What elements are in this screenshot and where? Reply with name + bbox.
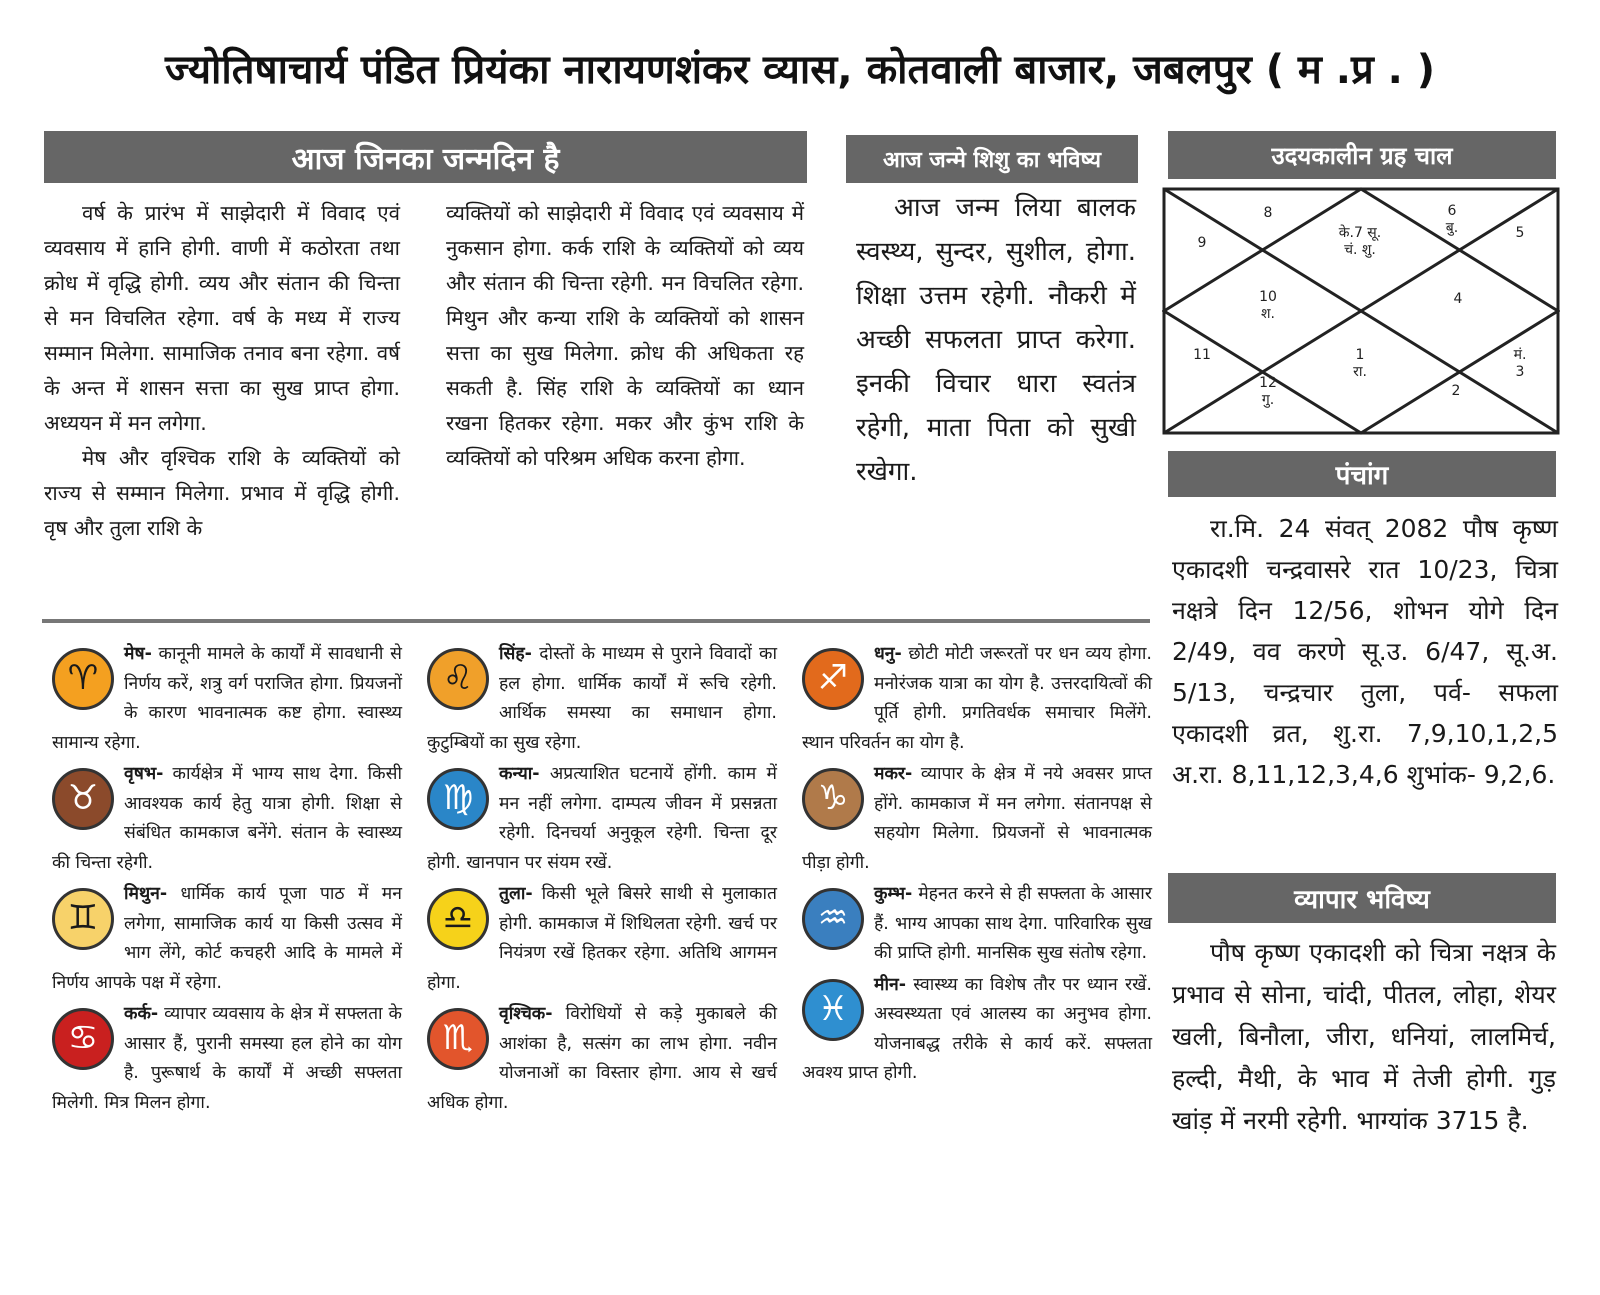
rashi-mithun	[52, 880, 402, 998]
chart-cell-12: 12 गु.	[1259, 375, 1277, 408]
planet-chart-heading: उदयकालीन ग्रह चाल	[1271, 141, 1453, 170]
water-bearer-icon: ♒	[802, 888, 864, 950]
child-heading: आज जन्मे शिशु का भविष्य	[882, 148, 1102, 173]
business-text-block	[1172, 932, 1556, 1142]
goat-icon: ♑	[802, 768, 864, 830]
birthday-paragraph-3: व्यक्तियों को साझेदारी में विवाद एवं व्यवसाय में नुकसान होगा. कर्क राशि के व्यक्तियों को व्यय और संतान की चिन्ता रहेगी. मन विचलित रहेगा. मिथुन और कन्या राशि के व्यक्तियों को शासन सत्ता का सुख मिलेगा. क्रोध की अधिकता रह सकती है. सिंह राशि के व्यक्तियों का ध्यान रखना हितकर रहेगा. मकर और कुंभ राशि के व्यक्तियों को परिश्रम अधिक करना होगा.	[446, 201, 804, 470]
panchang-heading-band	[1168, 451, 1556, 497]
rashi-singh	[427, 640, 777, 758]
planet-chart-heading-band	[1168, 131, 1556, 179]
rashi-tula-text: किसी भूले बिसरे साथी से मुलाकात होगी. कामकाज में शिथिलता रहेगी. खर्च पर नियंत्रण रखें हितकर रहेगा. अतिथि आगमन होगा.	[427, 884, 777, 993]
birthday-column-1	[44, 196, 400, 546]
rashi-kanya-name: कन्या-	[499, 764, 540, 784]
masthead-title: ज्योतिषाचार्य पंडित प्रियंका नारायणशंकर व्यास, कोतवाली बाजार, जबलपुर ( म .प्र . )	[164, 47, 1436, 93]
rashi-meen	[802, 971, 1152, 1089]
rashi-mithun-text: धार्मिक कार्य पूजा पाठ में मन लगेगा, सामाजिक कार्य या किसी उत्सव में भाग लेंगे, कोर्ट कचहरी आदि के मामले में निर्णय आपके पक्ष में रहेगा.	[52, 884, 402, 993]
rashifal-column-1	[52, 640, 402, 1120]
rashi-kark-name: कर्क-	[124, 1004, 159, 1024]
birthday-column-2	[446, 196, 804, 476]
business-text: पौष कृष्ण एकादशी को चित्रा नक्षत्र के प्रभाव से सोना, चांदी, पीतल, लोहा, शेयर खली, बिनौला, जीरा, धनियां, लालमिर्च, हल्दी, मैथी, के भाव में तेजी होगी. गुड़ खांड़ में नरमी रहेगी. भाग्यांक 3715 है.	[1172, 938, 1556, 1135]
chart-cell-2: 2	[1451, 383, 1461, 399]
archer-icon: ♐	[802, 648, 864, 710]
rashi-meen-text: स्वास्थ्य का विशेष तौर पर ध्यान रखें. अस्वस्थ्यता एवं आलस्य का अनुभव होगा. योजनाबद्ध तरीके से कार्य करें. सफ्लता अवश्य प्राप्त होगी.	[802, 974, 1152, 1083]
twins-icon: ♊	[52, 888, 114, 950]
chart-cell-7: के.7 सू. चं. शु.	[1338, 225, 1382, 258]
chart-cell-8: 8	[1263, 205, 1273, 221]
rashi-makar	[802, 760, 1152, 878]
birthday-paragraph-2: मेष और वृश्चिक राशि के व्यक्तियों को राज्य से सम्मान मिलेगा. प्रभाव में वृद्धि होगी. वृष और तुला राशि के	[44, 446, 400, 540]
rashi-dhanu	[802, 640, 1152, 758]
rashi-kark-text: व्यापार व्यवसाय के क्षेत्र में सफ्लता के आसार हैं, पुरानी समस्या हल होने का योग है. पुरूषार्थ के कार्यों में अच्छी सफ्लता मिलेगी. मित्र मिलन होगा.	[52, 1004, 402, 1113]
rashi-mesh	[52, 640, 402, 758]
rashi-mithun-name: मिथुन-	[124, 884, 168, 904]
rashi-mesh-text: कानूनी मामले के कार्यों में सावधानी से निर्णय करें, शत्रु वर्ग पराजित होगा. प्रियजनों के कारण भावनात्मक कष्ट होगा. स्वास्थ्य सामान्य रहेगा.	[52, 644, 402, 753]
chart-cell-1: 1 रा.	[1353, 347, 1367, 380]
rashi-meen-name: मीन-	[874, 974, 906, 995]
birthday-heading: आज जिनका जन्मदिन है	[291, 141, 560, 177]
chart-cell-9: 9	[1197, 235, 1207, 251]
rashi-tula	[427, 880, 777, 998]
rashifal-column-3	[802, 640, 1152, 1091]
chart-cell-5: 5	[1515, 225, 1525, 241]
rashi-vrishabh-name: वृषभ-	[124, 764, 164, 784]
ram-icon: ♈	[52, 648, 114, 710]
lion-icon: ♌	[427, 648, 489, 710]
rashi-makar-text: व्यापार के क्षेत्र में नये अवसर प्राप्त होंगे. कामकाज में मन लगेगा. संतानपक्ष से सहयोग मिलेगा. प्रियजनों से भावनात्मक पीड़ा होगी.	[802, 764, 1152, 873]
maiden-icon: ♍	[427, 768, 489, 830]
business-heading-band	[1168, 873, 1556, 923]
birthday-heading-band	[44, 131, 807, 183]
rashi-vrishabh-text: कार्यक्षेत्र में भाग्य साथ देगा. किसी आवश्यक कार्य हेतु यात्रा होगी. शिक्षा से संबंधित कामकाज बनेंगे. संतान के स्वास्थ्य की चिन्ता रहेगी.	[52, 764, 402, 873]
chart-cell-11: 11	[1193, 347, 1211, 363]
rashi-mesh-name: मेष-	[124, 644, 152, 664]
chart-cell-6: 6 बु.	[1445, 203, 1459, 236]
panchang-text-block	[1172, 508, 1558, 795]
section-divider	[42, 619, 1150, 623]
rashifal-column-2	[427, 640, 777, 1120]
rashi-singh-text: दोस्तों के माध्यम से पुराने विवादों का हल होगा. धार्मिक कार्यों में रूचि रहेगी. आर्थिक समस्या का समाधान होगा. कुटुम्बियों का सुख रहेगा.	[427, 644, 777, 753]
rashi-kumbh-name: कुम्भ-	[874, 884, 913, 904]
fish-icon: ♓	[802, 979, 864, 1041]
rashi-kanya-text: अप्रत्याशित घटनायें होंगी. काम में मन नहीं लगेगा. दाम्पत्य जीवन में प्रसन्नता रहेगी. दिनचर्या अनुकूल रहेगी. चिन्ता दूर होगी. खानपान पर संयम रखें.	[427, 764, 777, 873]
rashi-dhanu-name: धनु-	[874, 644, 902, 664]
rashi-tula-name: तुला-	[499, 884, 533, 904]
rashi-kumbh-text: मेहनत करने से ही सफ्लता के आसार हैं. भाग्य आपका साथ देगा. पारिवारिक सुख की प्राप्ति होगी. मानसिक सुख संतोष रहेगा.	[874, 884, 1152, 963]
rashi-makar-name: मकर-	[874, 764, 913, 784]
child-text-block	[856, 186, 1136, 494]
business-heading: व्यापार भविष्य	[1294, 885, 1430, 915]
rashi-kark	[52, 1000, 402, 1118]
rashi-vrishchik-name: वृश्चिक-	[499, 1004, 553, 1024]
child-heading-band	[846, 135, 1138, 183]
child-text: आज जन्म लिया बालक स्वस्थ्य, सुन्दर, सुशील, होगा. शिक्षा उत्तम रहेगी. नौकरी में अच्छी सफलता प्राप्त करेगा. इनकी विचार धारा स्वतंत्र रहेगी, माता पिता को सुखी रखेगा.	[856, 193, 1136, 487]
rashi-kanya	[427, 760, 777, 878]
panchang-heading: पंचांग	[1335, 461, 1389, 491]
bull-icon: ♉	[52, 768, 114, 830]
rashi-singh-name: सिंह-	[499, 644, 532, 664]
rashi-vrishchik	[427, 1000, 777, 1118]
rashi-dhanu-text: छोटी मोटी जरूरतों पर धन व्यय होगा. मनोरंजक यात्रा का योग है. उत्तरदायित्वों की पूर्ति होगी. प्रगतिवर्धक समाचार मिलेंगे. स्थान परिवर्तन का योग है.	[802, 644, 1152, 753]
rashi-vrishabh	[52, 760, 402, 878]
chart-cell-4: 4	[1453, 291, 1463, 307]
panchang-text: रा.मि. 24 संवत् 2082 पौष कृष्ण एकादशी चन्द्रवासरे रात 10/23, चित्रा नक्षत्रे दिन 12/56, शोभन योगे दिन 2/49, वव करणे सू.उ. 6/47, सू.अ. 5/13, चन्द्रचार तुला, पर्व- सफला एकादशी व्रत, शु.रा. 7,9,10,1,2,5 अ.रा. 8,11,12,3,4,6 शुभांक- 9,2,6.	[1172, 514, 1558, 789]
planet-chart	[1162, 187, 1560, 435]
rashi-vrishchik-text: विरोधियों से कड़े मुकाबले की आशंका है, सत्संग का लाभ होगा. नवीन योजनाओं का विस्तार होगा. आय से खर्च अधिक होगा.	[427, 1004, 777, 1113]
rashi-kumbh	[802, 880, 1152, 969]
scorpion-icon: ♏	[427, 1008, 489, 1070]
scales-icon: ♎	[427, 888, 489, 950]
chart-cell-10: 10 श.	[1259, 289, 1277, 322]
chart-cell-3: मं. 3	[1513, 347, 1527, 380]
crab-icon: ♋	[52, 1008, 114, 1070]
birthday-paragraph-1: वर्ष के प्रारंभ में साझेदारी में विवाद एवं व्यवसाय में हानि होगी. वाणी में कठोरता तथा क्रोध में वृद्धि होगी. व्यय और संतान की चिन्ता से मन विचलित रहेगा. वर्ष के मध्य में राज्य सम्मान मिलेगा. सामाजिक तनाव बना रहेगा. वर्ष के अन्त में शासन सत्ता का सुख प्राप्त होगा. अध्ययन में मन लगेगा.	[44, 201, 400, 435]
